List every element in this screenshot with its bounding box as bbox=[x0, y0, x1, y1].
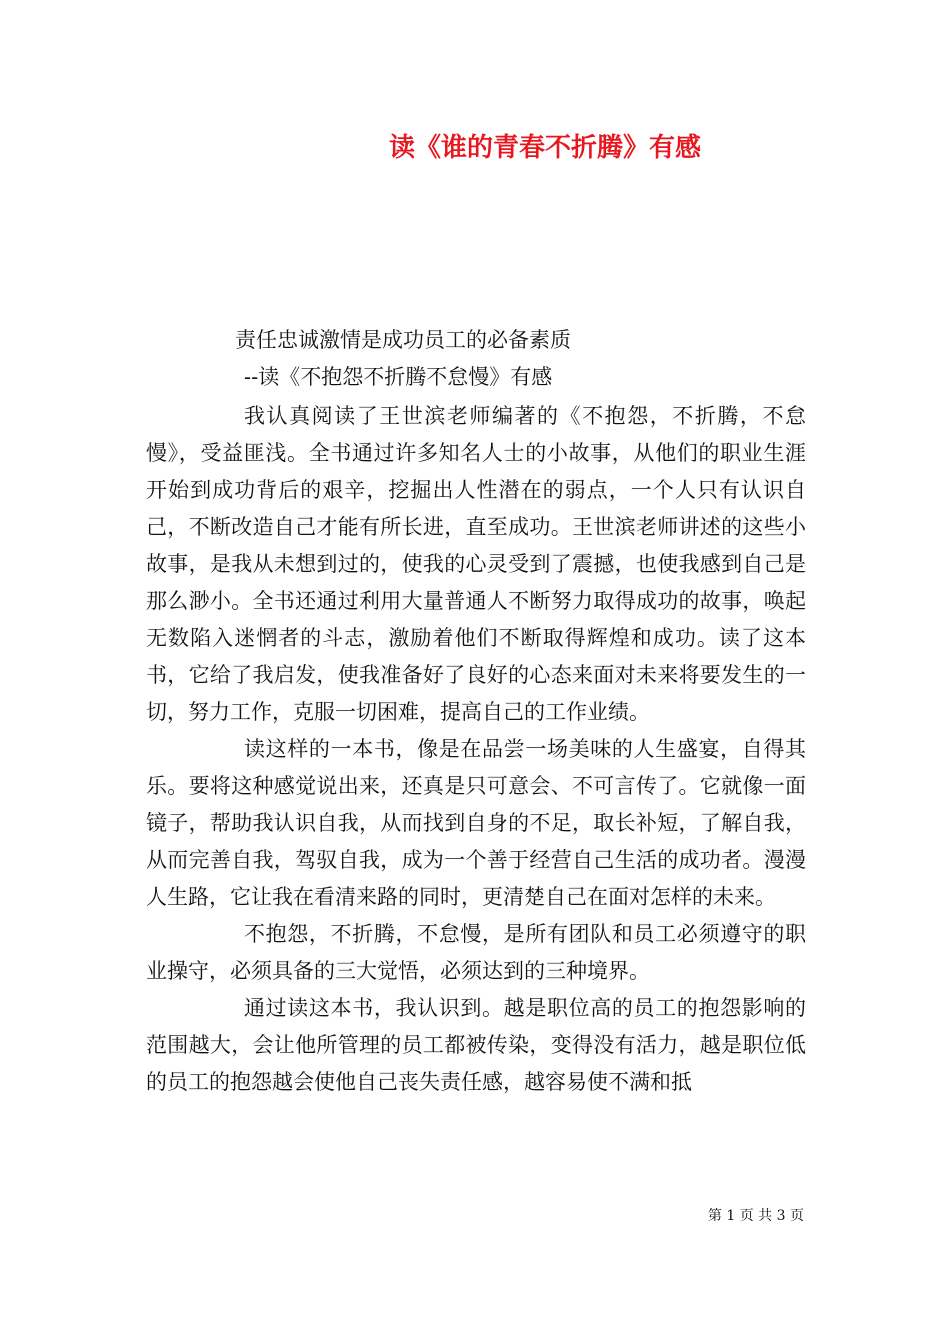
page-number-footer: 第 1 页 共 3 页 bbox=[707, 1208, 804, 1224]
paragraph-4: 通过读这本书，我认识到。越是职位高的员工的抱怨影响的范围越大，会让他所管理的员工都被传染，变得没有活力，越是职位低的员工的抱怨越会使他自己丧失责任感，越容易使不满和抵 bbox=[146, 996, 806, 1094]
document-title: 读《谁的青春不折腾》有感 bbox=[388, 133, 701, 163]
paragraph-3: 不抱怨，不折腾，不怠慢，是所有团队和员工必须遵守的职业操守，必须具备的三大觉悟，必须达到的三种境界。 bbox=[146, 922, 806, 983]
paragraph-1: 我认真阅读了王世滨老师编著的《不抱怨，不折腾，不怠慢》，受益匪浅。全书通过许多知名人士的小故事，从他们的职业生涯开始到成功背后的艰辛，挖掘出人性潜在的弱点，一个人只有认识自己，不断改造自己才能有所长进，直至成功。王世滨老师讲述的这些小故事，是我从未想到过的，使我的心灵受到了震撼，也使我感到自己是那么渺小。全书还通过利用大量普通人不断努力取得成功的故事，唤起无数陷入迷惘者的斗志，激励着他们不断取得辉煌和成功。读了这本书，它给了我启发，使我准备好了良好的心态来面对未来将要发生的一切，努力工作，克服一切困难，提高自己的工作业绩。 bbox=[146, 404, 806, 724]
subtitle-secondary: --读《不抱怨不折腾不怠慢》有感 bbox=[244, 365, 553, 389]
document-body bbox=[146, 398, 806, 1101]
subtitle-primary: 责任忠诚激情是成功员工的必备素质 bbox=[235, 328, 571, 352]
paragraph-2: 读这样的一本书，像是在品尝一场美味的人生盛宴，自得其乐。要将这种感觉说出来，还真是只可意会、不可言传了。它就像一面镜子，帮助我认识自我，从而找到自身的不足，取长补短，了解自我，从而完善自我，驾驭自我，成为一个善于经营自己生活的成功者。漫漫人生路，它让我在看清来路的同时，更清楚自己在面对怎样的未来。 bbox=[146, 737, 806, 909]
